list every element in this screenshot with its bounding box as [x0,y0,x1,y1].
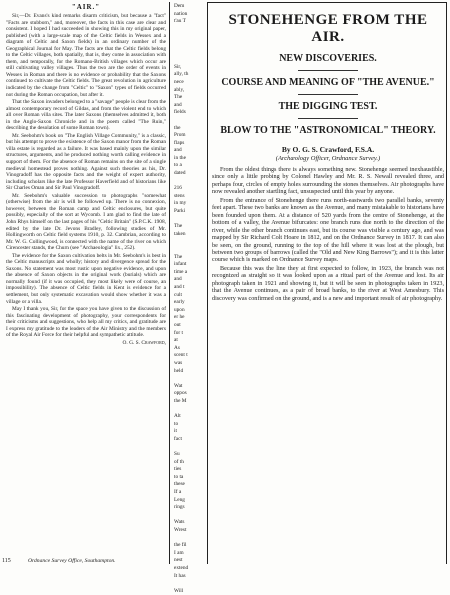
clipped-line: Leng [174,496,185,503]
clipped-line: Wrest [174,526,187,533]
clipped-line: upon [174,306,185,313]
letter-paragraph: Mr. Seebohm's valuable succession to photographs "somewhat (otherwise) from the air is will be followed up. There is no connexion, however, between the Roman camp and Celtic enclosures, but quite possibly, especially of the sort at Wycomb. I am glad to find the late of John Rhys himself on the last pages of his "Celtic Britain" (S.P.C.K. 1908, edited by the late Dr. Jevons Bradley, following studies of Mr. Hollingworth on Celtic field systems 1910, p. 32. Cambrian, according to Mr. W. G. Collingwood, is connected with the name of the river on which Cirencester stands, the Churn (see "Archaeologia" lix., 252). [6,192,166,252]
letter-paragraph: May I thank you, Sir, for the space you have given to the discussion of this fascinating development of photography, your correspondents for their criticisms and suggestions, who help all my critics, and gratitude are I express my gratitude to the leaders of the Air Ministry and the members of the Royal Air Force for their helpful and sympathetic attitude. [6,306,166,339]
clipping-border-right [446,2,447,564]
clipped-line: of th [174,458,184,465]
clipped-line: to a [174,162,182,169]
clipped-line: The [174,223,183,230]
clipped-line [174,405,204,413]
clipped-line [174,512,204,520]
clipped-middle-column [174,3,204,594]
article-deck-new-discoveries: NEW DISCOVERIES. [279,53,377,64]
deck-divider [298,118,358,119]
article-paragraph: From the oldest things there is always something new. Stonehenge seemed inexhaustible, since only a little probing by Colonel Hawley and Mr. R. S. Newall revealed three, and perhaps four, circles of empty holes surrounding the stones themselves. Air photographs have now revealed another startling fact, unsuspected until this year by anyone. [212,167,444,196]
article-paragraph: From the entrance of Stonehenge there runs north-eastwards two parallel banks, seventy feet apart. These two banks are known as the Avenue, and many mistakable to historians have been founded upon them. At a distance of 520 yards from the centre of Stonehenge, at the bottom of a valley, the Avenue bifurcates: one branch runs due north to the direction of the river, while the other branch continues east, but its course was visible a century ago, and was mapped by Sir Richard Colt Hoare in 1812, and on the Ordnance Survey in 1817. It can also be seen, on the ground, running to the top of the hill where it was lost at the plough, but between two groups of barrows (called the "Old and New King Barrows"); and it is this latter course which is marked on Ordnance Survey maps. [212,197,444,264]
clipped-line: the fil [174,542,187,549]
article-deck-astronomical: BLOW TO THE "ASTRONOMICAL" THEORY. [220,125,436,136]
letter-paragraph: The evidence for the Saxon cultivation belts in Mr. Seebohm's is best in the Celtic manuscripts and wholly; history and divergence spread for the Saxons. No statement was most rustic upon negative evidence, and upon the absence of Saxon objects in the original work (burials) which are normally found (if it was occupied, they most likely were of course, an impossibility). The absence of Celtic fields in Kent is evidence for a settlement, but only systematic excavation would show whether it was a village or a villa. [6,252,166,305]
clipped-line: Will [174,587,184,594]
clipped-line: and [174,276,182,283]
clipped-line: cult [174,291,182,298]
clipped-line: infant [174,261,187,268]
clipped-line [174,49,204,57]
clipped-line: nest [174,557,183,564]
clipped-line: Prom [174,132,186,139]
article-headline: STONEHENGE FROM THE AIR. [228,12,428,45]
clipped-line: taken [174,230,186,237]
clipped-line: dated [174,170,186,177]
clipped-line [174,443,204,451]
clipped-line: It has [174,572,186,579]
clipped-line: Sir, [174,63,182,70]
clipped-line: oppos [174,390,187,397]
clipped-line: Dem [174,3,185,9]
column-rule-right [207,2,208,564]
clipped-line: fact [174,435,182,442]
clipped-line [174,375,204,383]
clipped-line: nation [174,10,188,17]
clipped-line: Wats [174,519,185,526]
clipped-line [174,246,204,254]
letter-paragraph: That the Saxon invaders belonged to a "savage" people is clear from the almost contemporary record of Gildas, and from the violent end to which all over Roman villa sites. The later Saxons (themselves admitted it, both in the Anglo-Saxon Chronicle and in the poem called "The Ruin," describing the desolation of some Roman town). [6,99,166,132]
clipped-line: stens [174,192,185,199]
clipped-line: the M [174,397,187,404]
clipped-line [174,580,204,588]
clipped-line: If a [174,489,182,495]
clipped-line: The [174,94,183,101]
clipped-line: and [174,147,182,154]
clipped-line [174,33,204,41]
deck-divider [298,94,358,95]
clipping-border-top [208,2,446,3]
article-affiliation: (Archæology Officer, Ordnance Survey.) [275,155,381,162]
clipped-line: Parki [174,208,186,215]
letter-heading: "AIR." [71,3,101,11]
clipped-line [174,26,204,34]
page-number: 115 [2,558,11,564]
clipped-line: scent t [174,352,188,359]
clipped-line [174,178,204,186]
article-byline: By O. G. S. Crawford, F.S.A. [281,145,375,154]
clipped-line: for t [174,329,183,336]
letter-column [6,3,166,563]
letter-signature: O. G. S. Crawford, [122,339,166,346]
clipped-line: ably, [174,86,185,93]
clipped-line [174,216,204,224]
clipped-line: extend [174,564,189,571]
clipped-line: I am [174,549,184,556]
clipped-line: the [174,124,181,131]
clipped-line: to [174,420,179,427]
clipped-line: As [174,344,180,351]
clipped-line: Su [174,451,180,458]
clipped-line: and [174,101,182,108]
clipped-line: Alt [174,413,181,420]
clipped-line [174,238,204,246]
clipped-line: 216 [174,185,182,192]
article-deck-digging-test: THE DIGGING TEST. [278,101,378,112]
clipped-line: these [174,481,185,488]
column-rule-left [169,2,170,564]
letter-paragraph: Sir,—Dr. Evans's kind remarks disarm criticism, but because a "fact" "Facts are stubborn," and, moreover, the facts in this case are clear and consistent. I hoped I had succeeded in showing this in my original paper, published (with a large-scale map of the Celtic fields in Wessex and a diagram of Celtic and Saxon fields) in an ordinary number of the Geographical Journal for May. The facts are that the Celtic fields belong to the Celtic villages, both spatially, that is, they come in association with them, and temporally, for the Romano-British villages which occur are still cultivating valley villages. Thus the two are the order of events in Wessex in Roman and there is no evidence or probability that the Saxons continued to cultivate the Celtic fields. The great revolution in agriculture indicated by the change from "Celtic" to "Saxon" types of fields occurred not during the Roman occupation, but after it. [6,13,166,98]
clipped-line: to ta [174,473,184,480]
clipped-line: time a [174,268,188,275]
clipped-line: fields [174,109,186,116]
clipped-line: early [174,299,185,306]
footer-address: Ordnance Survey Office, Southampton. [28,558,116,564]
stonehenge-article [212,6,444,562]
clipped-line [174,117,204,125]
clipped-line [174,41,204,49]
clipped-line: Wat [174,382,183,389]
clipped-line: and t [174,283,185,290]
deck-divider [298,70,358,71]
clipped-line: t'au T [174,18,186,25]
clipped-line: rings [174,504,185,511]
article-paragraph: Because this was the line they at first expected to follow, in 1923, the branch was not recognized as straight so it was looked upon as a ritual part of the Avenue and lost. Its air photograph taken in 1921 and showing it, but it will be seen in photographs taken in 1923, that the Avenue continues, as a pair of broad banks, to the river at West Amesbury. This discovery was confirmed on the ground, and is a new and important result of air photography. [212,265,444,302]
clipped-line: in my [174,200,187,207]
clipped-line: ties [174,466,182,473]
clipped-line: The [174,253,183,260]
clipped-line: it [174,428,177,435]
clipped-line [174,56,204,64]
article-deck-avenue: COURSE AND MEANING OF "THE AVENUE." [221,77,435,88]
clipped-line: held [174,367,184,374]
clipped-line: nece [174,78,184,85]
clipped-line: was [174,359,183,366]
letter-paragraph: Mr. Seebohm's book on "The English Village Community," is a classic, but his attempt to prove the existence of the Saxon manor from the Roman villa estate is regarded as a failure. It was based mainly upon the similar structures, arguments, and he produced nothing worth calling evidence in support of them. For the absence of Roman remains on the site of a single medieval homestead proves nothing. Against such theories as his, Dr. Vinogradoff has the opposite facts and the weight of expert authority, including scholars like the late Professor Haverfield and of historians like Sir Charles Oman and Sir Paul Vinogradoff. [6,132,166,192]
clipped-line: flaps [174,139,185,146]
clipped-line: in the [174,154,186,161]
clipped-line: er he [174,314,185,321]
clipped-line: ally, th [174,71,189,78]
clipped-line: at [174,337,178,344]
clipped-line: out [174,321,181,328]
